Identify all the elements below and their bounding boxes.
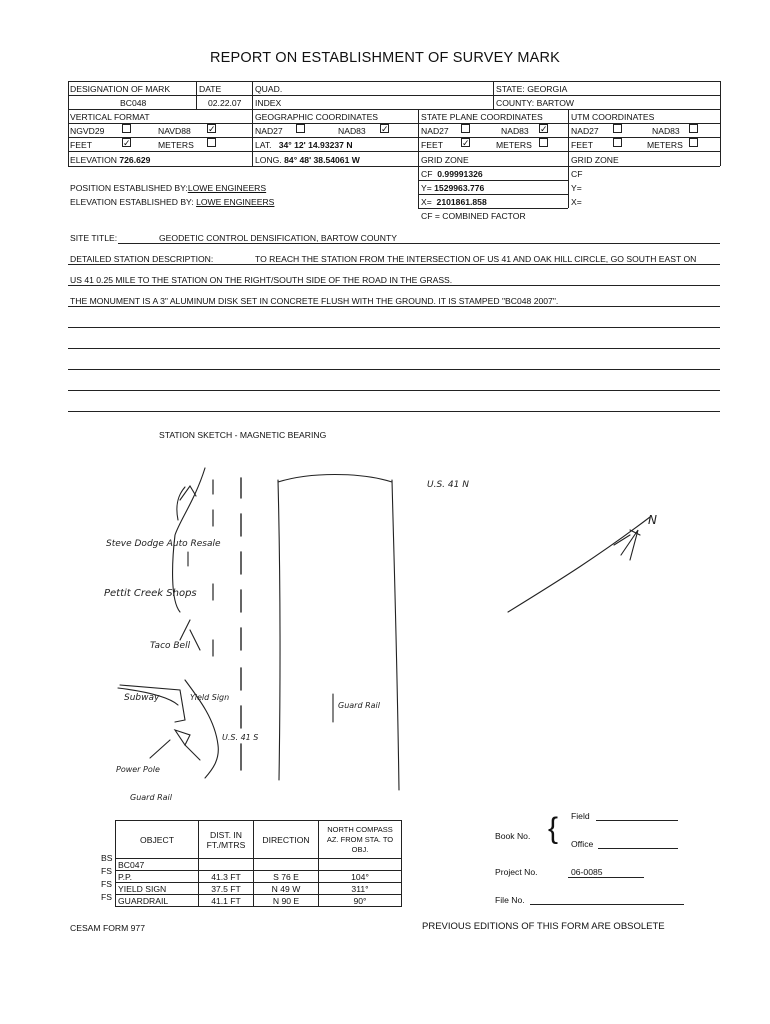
station-sketch — [0, 440, 770, 810]
utm-meters-label: METERS — [647, 140, 683, 150]
col-dist: DIST. IN FT./MTRS — [199, 821, 254, 859]
vertical-feet-checkbox[interactable]: ✓ — [123, 138, 131, 148]
elevation-field: ELEVATION 726.629 — [70, 155, 151, 165]
description-rule-7 — [68, 390, 720, 391]
utm-nad27-label: NAD27 — [571, 126, 599, 136]
utm-grid-zone: GRID ZONE — [571, 155, 619, 165]
utm-nad27-checkbox[interactable] — [613, 124, 622, 133]
county-value: BARTOW — [536, 98, 574, 108]
ngvd29-label: NGVD29 — [70, 126, 105, 136]
reference-objects-table — [115, 820, 402, 907]
state-field: STATE: GEORGIA — [496, 84, 568, 94]
vertical-meters-checkbox[interactable] — [207, 138, 216, 147]
position-established: POSITION ESTABLISHED BY:LOWE ENGINEERS — [70, 183, 267, 193]
utm-meters-checkbox[interactable] — [689, 138, 698, 147]
project-no-value: 06-0085 — [571, 867, 603, 877]
navd88-label: NAVD88 — [158, 126, 191, 136]
description-rule-3 — [68, 306, 720, 307]
vertical-heading: VERTICAL FORMAT — [70, 112, 150, 122]
cf-note: CF = COMBINED FACTOR — [421, 211, 526, 221]
description-label: DETAILED STATION DESCRIPTION: — [70, 254, 214, 264]
geo-nad27-label: NAD27 — [255, 126, 283, 136]
elevation-value: 726.629 — [119, 155, 151, 165]
geographic-heading: GEOGRAPHIC COORDINATES — [255, 112, 379, 122]
long-value: 84° 48' 38.54061 W — [284, 155, 360, 165]
road-edge-east — [392, 480, 399, 790]
obsolete-note: PREVIOUS EDITIONS OF THIS FORM ARE OBSOLETE — [422, 921, 665, 932]
utm-nad83-label: NAD83 — [652, 126, 680, 136]
lat-value: 34° 12' 14.93237 N — [278, 140, 353, 150]
utm-feet-label: FEET — [571, 140, 593, 150]
description-line-1: TO REACH THE STATION FROM THE INTERSECTION OF US 41 AND OAK HILL CIRCLE, GO SOUTH EAST ON — [255, 254, 697, 264]
sp-meters-label: METERS — [496, 140, 532, 150]
utm-y: Y= — [571, 183, 582, 193]
site-title-rule — [118, 243, 720, 244]
description-line-3: THE MONUMENT IS A 3" ALUMINUM DISK SET IN CONCRETE FLUSH WITH THE GROUND. IT IS STAMPED "BC048 2007". — [70, 296, 559, 306]
utm-heading: UTM COORDINATES — [571, 112, 655, 122]
note-yield-sign: Yield Sign — [190, 693, 230, 702]
note-subway: Subway — [124, 693, 160, 703]
lat-field: LAT. 34° 12' 14.93237 N — [255, 140, 353, 150]
note-auto-resale: Steve Dodge Auto Resale — [106, 539, 221, 549]
designation-label: DESIGNATION OF MARK — [70, 84, 171, 94]
col-azimuth: NORTH COMPASS AZ. FROM STA. TO OBJ. — [319, 821, 402, 859]
sp-x: X= 2101861.858 — [421, 197, 487, 207]
date-label: DATE — [199, 84, 222, 94]
road-top-curve — [278, 475, 392, 483]
note-taco-bell: Taco Bell — [150, 641, 191, 651]
field-line[interactable] — [596, 820, 678, 821]
utm-feet-checkbox[interactable] — [613, 138, 622, 147]
sp-nad83-label: NAD83 — [501, 126, 529, 136]
book-no-label: Book No. — [495, 831, 531, 841]
description-rule-6 — [68, 369, 720, 370]
sp-nad27-checkbox[interactable] — [461, 124, 470, 133]
site-title-value: GEODETIC CONTROL DENSIFICATION, BARTOW COUNTY — [159, 233, 397, 243]
project-line — [568, 877, 644, 878]
office-label: Office — [571, 839, 594, 849]
row-tag: FS — [101, 866, 112, 876]
elevation-established: ELEVATION ESTABLISHED BY: LOWE ENGINEERS — [70, 197, 275, 207]
long-field: LONG. 84° 48' 38.54061 W — [255, 155, 360, 165]
file-no-label: File No. — [495, 895, 525, 905]
site-title-label: SITE TITLE: — [70, 233, 118, 243]
utm-nad83-checkbox[interactable] — [689, 124, 698, 133]
book-brace: { — [548, 812, 559, 845]
navd88-checkbox[interactable]: ✓ — [208, 124, 216, 134]
road-edge-west — [278, 480, 280, 780]
sp-y: Y= 1529963.776 — [421, 183, 485, 193]
ngvd29-checkbox[interactable] — [122, 124, 131, 133]
row-tag: FS — [101, 879, 112, 889]
north-arrow-shaft — [508, 517, 650, 612]
table-row: P.P. 41.3 FT S 76 E 104° — [116, 871, 402, 883]
state-value: GEORGIA — [527, 84, 568, 94]
file-line[interactable] — [530, 904, 684, 905]
state-plane-heading: STATE PLANE COORDINATES — [421, 112, 543, 122]
note-guard-rail-mid: Guard Rail — [338, 701, 380, 710]
note-pettit-creek: Pettit Creek Shops — [104, 588, 197, 599]
quad-value: INDEX — [255, 98, 282, 108]
elevation-established-value: LOWE ENGINEERS — [196, 197, 275, 207]
col-object: OBJECT — [116, 821, 199, 859]
row-tag: FS — [101, 892, 112, 902]
description-line-2: US 41 0.25 MILE TO THE STATION ON THE RIGHT/SOUTH SIDE OF THE ROAD IN THE GRASS. — [70, 275, 453, 285]
date-value: 02.22.07 — [208, 98, 242, 108]
geo-nad27-checkbox[interactable] — [296, 124, 305, 133]
sp-grid-zone: GRID ZONE — [421, 155, 469, 165]
sp-nad27-label: NAD27 — [421, 126, 449, 136]
field-label: Field — [571, 811, 590, 821]
project-no-label: Project No. — [495, 867, 538, 877]
sp-meters-checkbox[interactable] — [539, 138, 548, 147]
county-field: COUNTY: BARTOW — [496, 98, 574, 108]
office-line[interactable] — [598, 848, 678, 849]
description-rule-8 — [68, 411, 720, 412]
sp-feet-label: FEET — [421, 140, 443, 150]
note-power-pole: Power Pole — [116, 765, 160, 774]
note-guard-rail-low: Guard Rail — [130, 793, 172, 802]
report-title: REPORT ON ESTABLISHMENT OF SURVEY MARK — [209, 50, 561, 66]
sp-cf: CF 0.99991326 — [421, 169, 483, 179]
north-label: N — [648, 513, 657, 527]
sp-nad83-checkbox[interactable]: ✓ — [540, 124, 548, 134]
north-arrow-head — [621, 530, 638, 560]
vertical-feet-label: FEET — [70, 140, 92, 150]
sketch-heading: STATION SKETCH - MAGNETIC BEARING — [159, 430, 327, 440]
geo-nad83-label: NAD83 — [338, 126, 366, 136]
description-rule-1 — [68, 264, 720, 265]
table-row: BC047 — [116, 859, 402, 871]
description-rule-2 — [68, 285, 720, 286]
col-direction: DIRECTION — [254, 821, 319, 859]
row-tag: BS — [101, 853, 113, 863]
table-row: GUARDRAIL 41.1 FT N 90 E 90° — [116, 895, 402, 907]
geo-nad83-checkbox[interactable]: ✓ — [381, 124, 389, 134]
utm-x: X= — [571, 197, 582, 207]
utm-cf: CF — [571, 169, 583, 179]
quad-label: QUAD. — [255, 84, 283, 94]
designation-value: BC048 — [120, 98, 147, 108]
vertical-meters-label: METERS — [158, 140, 194, 150]
sp-feet-checkbox[interactable]: ✓ — [462, 138, 470, 148]
note-us41-north: U.S. 41 N — [427, 480, 469, 490]
form-number: CESAM FORM 977 — [70, 923, 145, 933]
position-established-value: LOWE ENGINEERS — [187, 183, 267, 193]
description-rule-5 — [68, 348, 720, 349]
table-row: YIELD SIGN 37.5 FT N 49 W 311° — [116, 883, 402, 895]
description-rule-4 — [68, 327, 720, 328]
note-us41-south: U.S. 41 S — [222, 733, 259, 742]
